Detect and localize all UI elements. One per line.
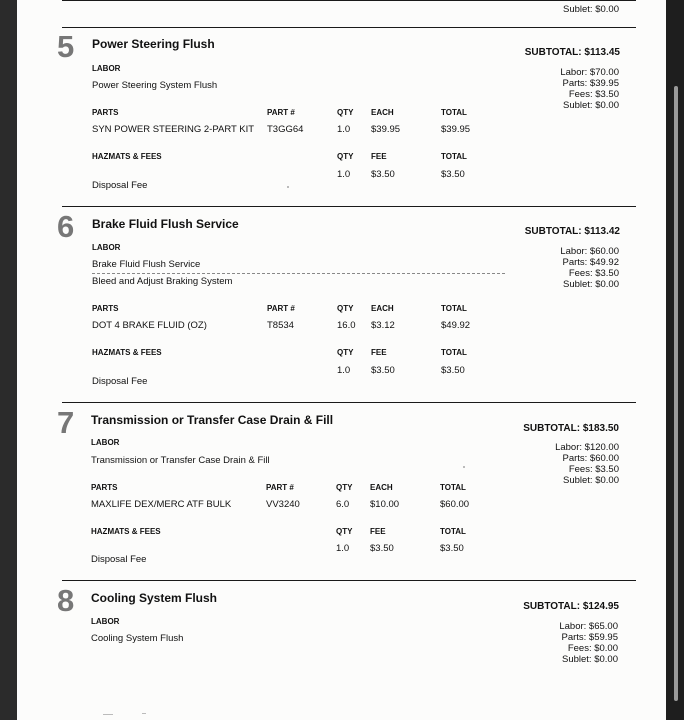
fee-description: Disposal Fee xyxy=(91,554,147,565)
qty-header: QTY xyxy=(336,483,353,492)
qty-header: QTY xyxy=(337,108,354,117)
labor-amount: Labor: $70.00 xyxy=(560,67,619,78)
part-qty: 16.0 xyxy=(337,320,356,331)
sublet-amount: Sublet: $0.00 xyxy=(562,654,618,665)
part-number: T3GG64 xyxy=(267,124,304,135)
fee-total-header: TOTAL xyxy=(441,152,467,161)
parts-amount: Parts: $49.92 xyxy=(562,257,619,268)
scan-speck xyxy=(463,466,465,468)
fee-total: $3.50 xyxy=(441,169,465,180)
scan-speck xyxy=(103,714,113,715)
qty-header: QTY xyxy=(337,304,354,313)
section-divider xyxy=(62,27,636,28)
section-number: 5 xyxy=(57,29,75,64)
section-divider xyxy=(62,206,636,207)
section-divider xyxy=(62,0,636,1)
fee-qty-header: QTY xyxy=(337,348,354,357)
sublet-amount: Sublet: $0.00 xyxy=(563,4,619,15)
part-total: $60.00 xyxy=(440,499,470,510)
labor-header: LABOR xyxy=(92,243,121,252)
labor-line: Transmission or Transfer Case Drain & Fill xyxy=(91,455,270,466)
fee-qty: 1.0 xyxy=(336,543,350,554)
total-header: TOTAL xyxy=(441,108,467,117)
labor-amount: Labor: $60.00 xyxy=(560,246,619,257)
fee-total-header: TOTAL xyxy=(441,348,467,357)
labor-header: LABOR xyxy=(92,64,121,73)
service-title: Brake Fluid Flush Service xyxy=(92,217,239,231)
section-divider xyxy=(62,580,636,581)
parts-amount: Parts: $39.95 xyxy=(562,78,619,89)
fee-qty-header: QTY xyxy=(337,152,354,161)
each-header: EACH xyxy=(371,304,394,313)
subtotal: SUBTOTAL: $113.42 xyxy=(524,226,620,237)
sublet-amount: Sublet: $0.00 xyxy=(563,279,619,290)
subtotal: SUBTOTAL: $124.95 xyxy=(523,601,619,612)
part-qty: 6.0 xyxy=(336,499,350,510)
part-each: $3.12 xyxy=(371,320,395,331)
fee-total: $3.50 xyxy=(441,365,465,376)
labor-header: LABOR xyxy=(91,438,120,447)
part-description: DOT 4 BRAKE FLUID (OZ) xyxy=(92,320,207,331)
labor-line-separator xyxy=(92,273,505,274)
invoice-page xyxy=(17,0,666,720)
each-header: EACH xyxy=(371,108,394,117)
fee-description: Disposal Fee xyxy=(92,376,148,387)
subtotal: SUBTOTAL: $113.45 xyxy=(524,47,620,58)
labor-amount: Labor: $120.00 xyxy=(555,442,619,453)
scan-speck xyxy=(287,186,289,188)
part-each: $39.95 xyxy=(371,124,401,135)
total-header: TOTAL xyxy=(440,483,466,492)
parts-header: PARTS xyxy=(92,108,119,117)
sublet-amount: Sublet: $0.00 xyxy=(563,100,619,111)
parts-amount: Parts: $59.95 xyxy=(561,632,618,643)
part-number-header: PART # xyxy=(266,483,294,492)
fee-description: Disposal Fee xyxy=(92,180,148,191)
section-number: 8 xyxy=(57,583,75,618)
parts-header: PARTS xyxy=(92,304,119,313)
service-title: Transmission or Transfer Case Drain & Fill xyxy=(91,413,334,427)
labor-line: Brake Fluid Flush Service xyxy=(92,259,201,270)
fee-total-header: TOTAL xyxy=(440,527,466,536)
parts-header: PARTS xyxy=(91,483,118,492)
part-number-header: PART # xyxy=(267,304,295,313)
fees-amount: Fees: $0.00 xyxy=(567,643,618,654)
parts-amount: Parts: $60.00 xyxy=(562,453,619,464)
part-total: $39.95 xyxy=(441,124,471,135)
section-number: 6 xyxy=(57,209,75,244)
hazmats-header: HAZMATS & FEES xyxy=(92,152,162,161)
fees-amount: Fees: $3.50 xyxy=(568,268,619,279)
fee-total: $3.50 xyxy=(440,543,464,554)
fee-qty: 1.0 xyxy=(337,169,351,180)
fee-amount: $3.50 xyxy=(371,169,395,180)
labor-amount: Labor: $65.00 xyxy=(559,621,618,632)
part-number: VV3240 xyxy=(266,499,300,510)
labor-header: LABOR xyxy=(91,617,120,626)
part-number: T8534 xyxy=(267,320,294,331)
part-description: SYN POWER STEERING 2-PART KIT xyxy=(92,124,255,135)
hazmats-header: HAZMATS & FEES xyxy=(92,348,162,357)
section-number: 7 xyxy=(57,405,75,440)
labor-line: Cooling System Flush xyxy=(91,633,184,644)
fee-amount: $3.50 xyxy=(370,543,394,554)
fee-qty: 1.0 xyxy=(337,365,351,376)
fee-header: FEE xyxy=(370,527,386,536)
service-title: Cooling System Flush xyxy=(91,591,218,605)
part-description: MAXLIFE DEX/MERC ATF BULK xyxy=(91,499,232,510)
hazmats-header: HAZMATS & FEES xyxy=(91,527,161,536)
scrollbar-thumb[interactable] xyxy=(674,86,678,701)
labor-line: Power Steering System Flush xyxy=(92,80,218,91)
part-number-header: PART # xyxy=(267,108,295,117)
service-title: Power Steering Flush xyxy=(92,37,215,51)
part-total: $49.92 xyxy=(441,320,471,331)
part-qty: 1.0 xyxy=(337,124,351,135)
fee-header: FEE xyxy=(371,152,387,161)
scan-speck xyxy=(142,713,146,714)
part-each: $10.00 xyxy=(370,499,400,510)
each-header: EACH xyxy=(370,483,393,492)
fees-amount: Fees: $3.50 xyxy=(568,464,619,475)
labor-line: Bleed and Adjust Braking System xyxy=(92,276,233,287)
sublet-amount: Sublet: $0.00 xyxy=(563,475,619,486)
fee-header: FEE xyxy=(371,348,387,357)
fees-amount: Fees: $3.50 xyxy=(568,89,619,100)
fee-qty-header: QTY xyxy=(336,527,353,536)
section-divider xyxy=(62,402,636,403)
subtotal: SUBTOTAL: $183.50 xyxy=(523,423,619,434)
fee-amount: $3.50 xyxy=(371,365,395,376)
total-header: TOTAL xyxy=(441,304,467,313)
